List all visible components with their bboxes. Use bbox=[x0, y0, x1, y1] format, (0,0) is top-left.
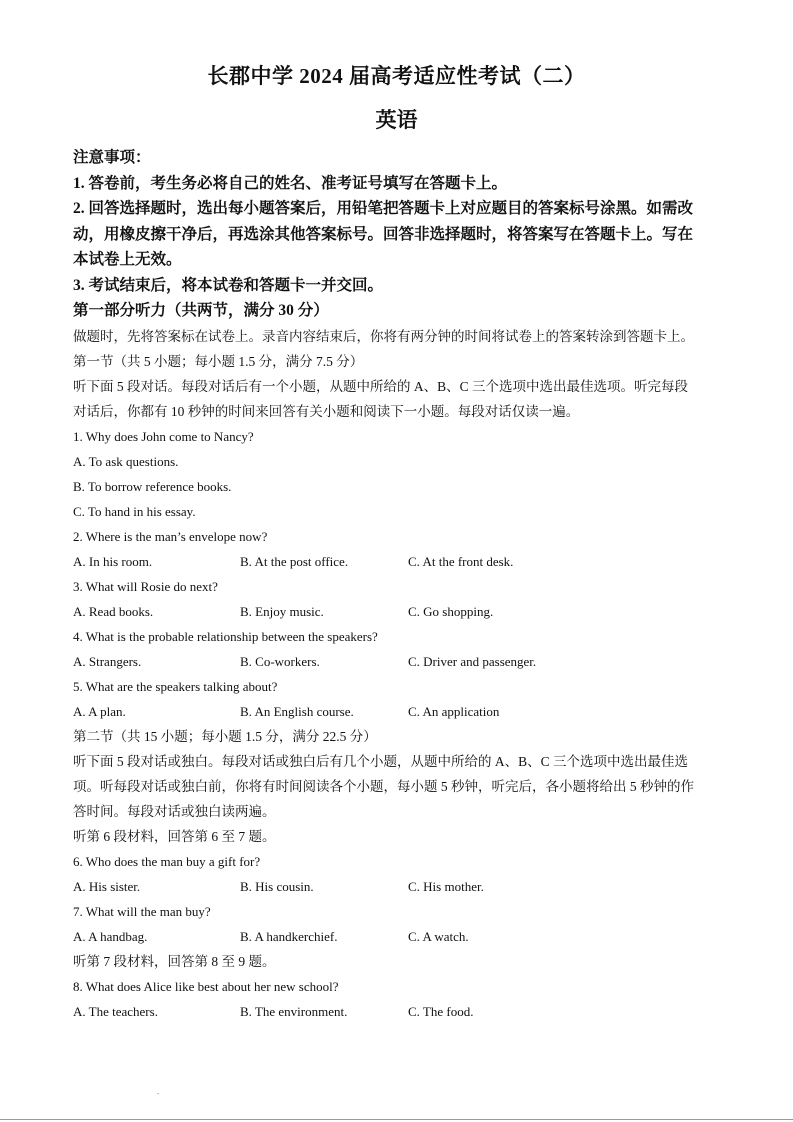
question-3-option-b: B. Enjoy music. bbox=[240, 603, 324, 619]
section1-heading: 第一节（共 5 小题；每小题 1.5 分，满分 7.5 分） bbox=[73, 353, 364, 369]
question-7-option-b: B. A handkerchief. bbox=[240, 928, 338, 944]
part1-intro: 做题时，先将答案标在试卷上。录音内容结束后，你将有两分钟的时间将试卷上的答案转涂到答题卡上。 bbox=[73, 328, 694, 344]
question-1: 1. Why does John come to Nancy? bbox=[73, 428, 254, 444]
notice-line-2: 2. 回答选择题时，选出每小题答案后，用铅笔把答题卡上对应题目的答案标号涂黑。如需改 bbox=[73, 200, 694, 217]
question-6-option-c: C. His mother. bbox=[408, 878, 484, 894]
question-5-option-b: B. An English course. bbox=[240, 703, 354, 719]
question-6-option-a: A. His sister. bbox=[73, 878, 141, 894]
question-4-option-b: B. Co-workers. bbox=[240, 653, 320, 669]
question-4: 4. What is the probable relationship between the speakers? bbox=[73, 628, 378, 644]
question-5-option-a: A. A plan. bbox=[73, 703, 126, 719]
material-6-note: 听第 6 段材料，回答第 6 至 7 题。 bbox=[73, 828, 276, 844]
question-8-option-b: B. The environment. bbox=[240, 1003, 348, 1019]
question-2-option-a: A. In his room. bbox=[73, 553, 153, 569]
question-5: 5. What are the speakers talking about? bbox=[73, 678, 278, 694]
question-7-option-c: C. A watch. bbox=[408, 928, 469, 944]
question-7-options bbox=[73, 924, 723, 949]
question-3: 3. What will Rosie do next? bbox=[73, 578, 218, 594]
section2-instruction-2: 项。听每段对话或独白前，你将有时间阅读各个小题，每小题 5 秒钟，听完后，各小题将给出 5 秒钟的作 bbox=[73, 778, 694, 794]
question-3-option-a: A. Read books. bbox=[73, 603, 154, 619]
notice-line-3: 动，用橡皮擦干净后，再选涂其他答案标号。回答非选择题时，将答案写在答题卡上。写在 bbox=[73, 225, 694, 243]
exam-title: 长郡中学 2024 届高考适应性考试（二） bbox=[207, 64, 586, 88]
section2-instruction-3: 答时间。每段对话或独白读两遍。 bbox=[73, 803, 276, 819]
notice-heading: 注意事项： bbox=[73, 149, 151, 166]
notice-line-1: 1. 答卷前，考生务必将自己的姓名、准考证号填写在答题卡上。 bbox=[73, 174, 508, 192]
question-2-option-b: B. At the post office. bbox=[240, 553, 349, 569]
exam-content bbox=[73, 145, 723, 1024]
question-6-option-b: B. His cousin. bbox=[240, 878, 314, 894]
subject-title: 英语 bbox=[375, 108, 418, 132]
question-2-options bbox=[73, 549, 723, 574]
question-8-option-c: C. The food. bbox=[408, 1003, 474, 1019]
section2-instruction-1: 听下面 5 段对话或独白。每段对话或独白后有几个小题，从题中所给的 A、B、C 三个选项中选出最佳选 bbox=[73, 753, 689, 769]
question-2-option-c: C. At the front desk. bbox=[408, 553, 514, 569]
notice-line-5: 3. 考试结束后，将本试卷和答题卡一并交回。 bbox=[73, 276, 384, 294]
question-4-options bbox=[73, 649, 723, 674]
question-6: 6. Who does the man buy a gift for? bbox=[73, 853, 261, 869]
part1-heading: 第一部分听力（共两节，满分 30 分） bbox=[73, 302, 329, 319]
footer-mark: . bbox=[157, 1087, 159, 1096]
question-3-options bbox=[73, 599, 723, 624]
question-5-options bbox=[73, 699, 723, 724]
section2-heading: 第二节（共 15 小题；每小题 1.5 分，满分 22.5 分） bbox=[73, 728, 377, 744]
question-4-option-a: A. Strangers. bbox=[73, 653, 142, 669]
section1-instruction-1: 听下面 5 段对话。每段对话后有一个小题，从题中所给的 A、B、C 三个选项中选出最佳选项。听完每段 bbox=[73, 378, 689, 394]
question-8-option-a: A. The teachers. bbox=[73, 1003, 158, 1019]
question-3-option-c: C. Go shopping. bbox=[408, 603, 494, 619]
page-bottom-divider bbox=[0, 1119, 793, 1120]
material-7-note: 听第 7 段材料，回答第 8 至 9 题。 bbox=[73, 953, 276, 969]
question-8-options bbox=[73, 999, 723, 1024]
question-5-option-c: C. An application bbox=[408, 703, 500, 719]
question-6-options bbox=[73, 874, 723, 899]
question-2: 2. Where is the man’s envelope now? bbox=[73, 528, 268, 544]
section1-instruction-2: 对话后，你都有 10 秒钟的时间来回答有关小题和阅读下一小题。每段对话仅读一遍。 bbox=[73, 403, 580, 419]
question-4-option-c: C. Driver and passenger. bbox=[408, 653, 537, 669]
question-1-option-c: C. To hand in his essay. bbox=[73, 503, 196, 519]
question-8: 8. What does Alice like best about her new school? bbox=[73, 978, 339, 994]
question-7: 7. What will the man buy? bbox=[73, 903, 211, 919]
question-1-option-b: B. To borrow reference books. bbox=[73, 478, 232, 494]
question-1-option-a: A. To ask questions. bbox=[73, 453, 179, 469]
question-7-option-a: A. A handbag. bbox=[73, 928, 148, 944]
notice-line-4: 本试卷上无效。 bbox=[73, 251, 182, 268]
